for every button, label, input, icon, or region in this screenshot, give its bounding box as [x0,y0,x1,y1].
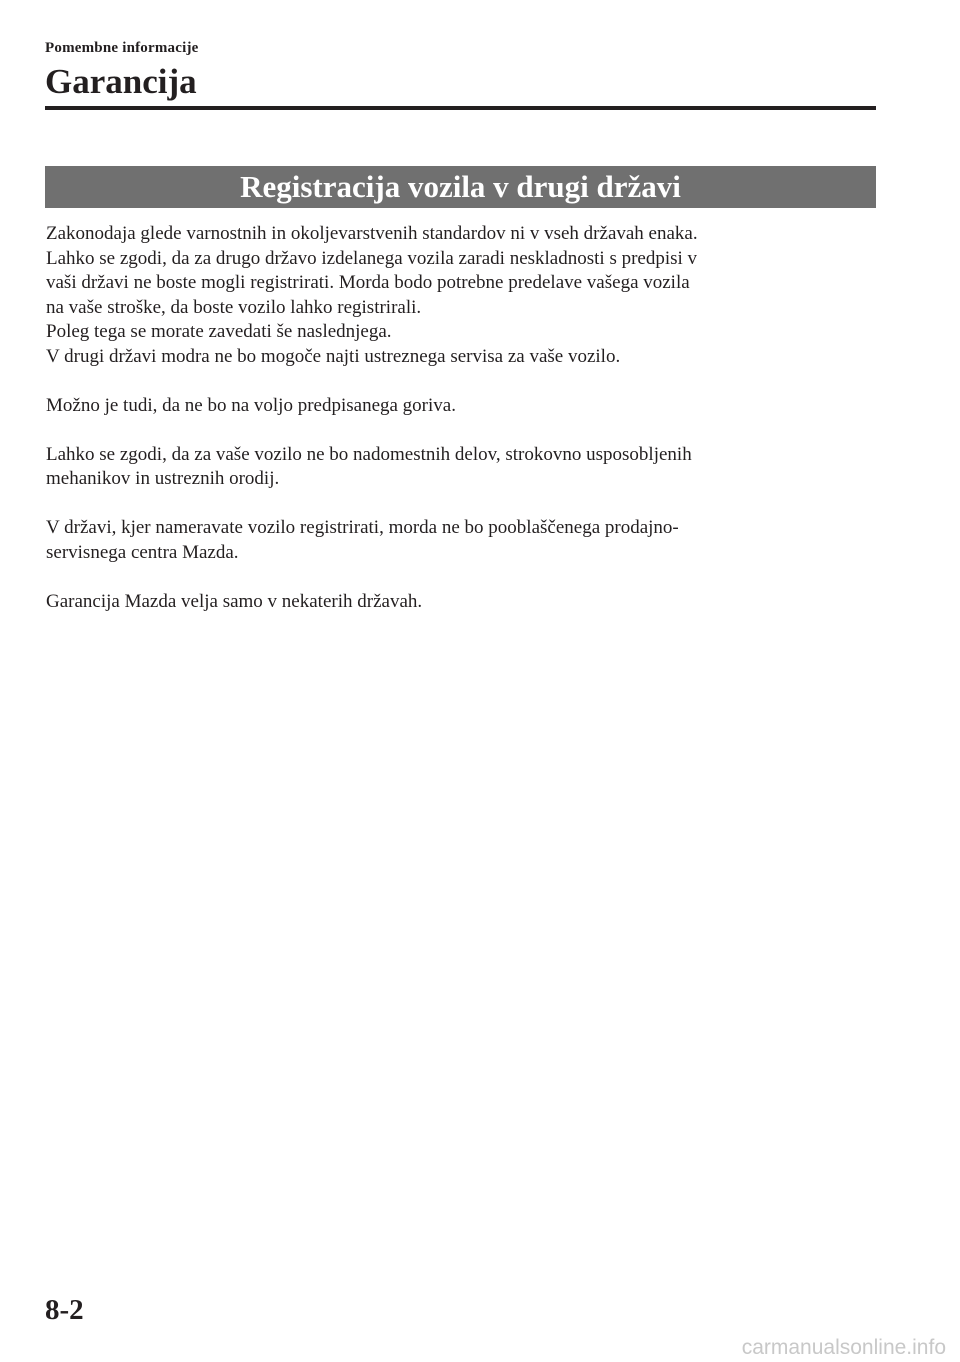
body-text [46,222,866,614]
body-line: Garancija Mazda velja samo v nekaterih državah. [46,590,423,612]
body-line: V državi, kjer nameravate vozilo registrirati, morda ne bo pooblaščenega prodajno- [46,517,679,538]
body-line: Lahko se zgodi, da za vaše vozilo ne bo nadomestnih delov, strokovno usposobljenih [46,443,692,465]
body-line: na vaše stroške, da boste vozilo lahko registrirali. [46,296,422,318]
page-title: Garancija [45,62,197,101]
body-line: Poleg tega se morate zavedati še naslednjega. [46,321,392,342]
body-line: Zakonodaja glede varnostnih in okoljevarstvenih standardov ni v vseh državah enaka. [46,223,698,244]
body-line: servisnega centra Mazda. [46,541,239,563]
body-line: Možno je tudi, da ne bo na voljo predpisanega goriva. [46,394,456,416]
page-number: 8-2 [45,1294,84,1326]
body-line: mehanikov in ustreznih orodij. [46,468,280,489]
section-label: Pomembne informacije [45,40,199,56]
body-line: vaši državi ne boste mogli registrirati. Morda bodo potrebne predelave vašega vozila [46,272,690,293]
body-line: V drugi državi modra ne bo mogoče najti ustreznega servisa za vaše vozilo. [46,345,621,367]
subsection-heading: Registracija vozila v drugi državi [45,166,876,208]
watermark: carmanualsonline.info [741,1336,946,1359]
title-divider [45,106,876,110]
body-line: Lahko se zgodi, da za drugo državo izdelanega vozila zaradi neskladnosti s predpisi v [46,247,698,269]
